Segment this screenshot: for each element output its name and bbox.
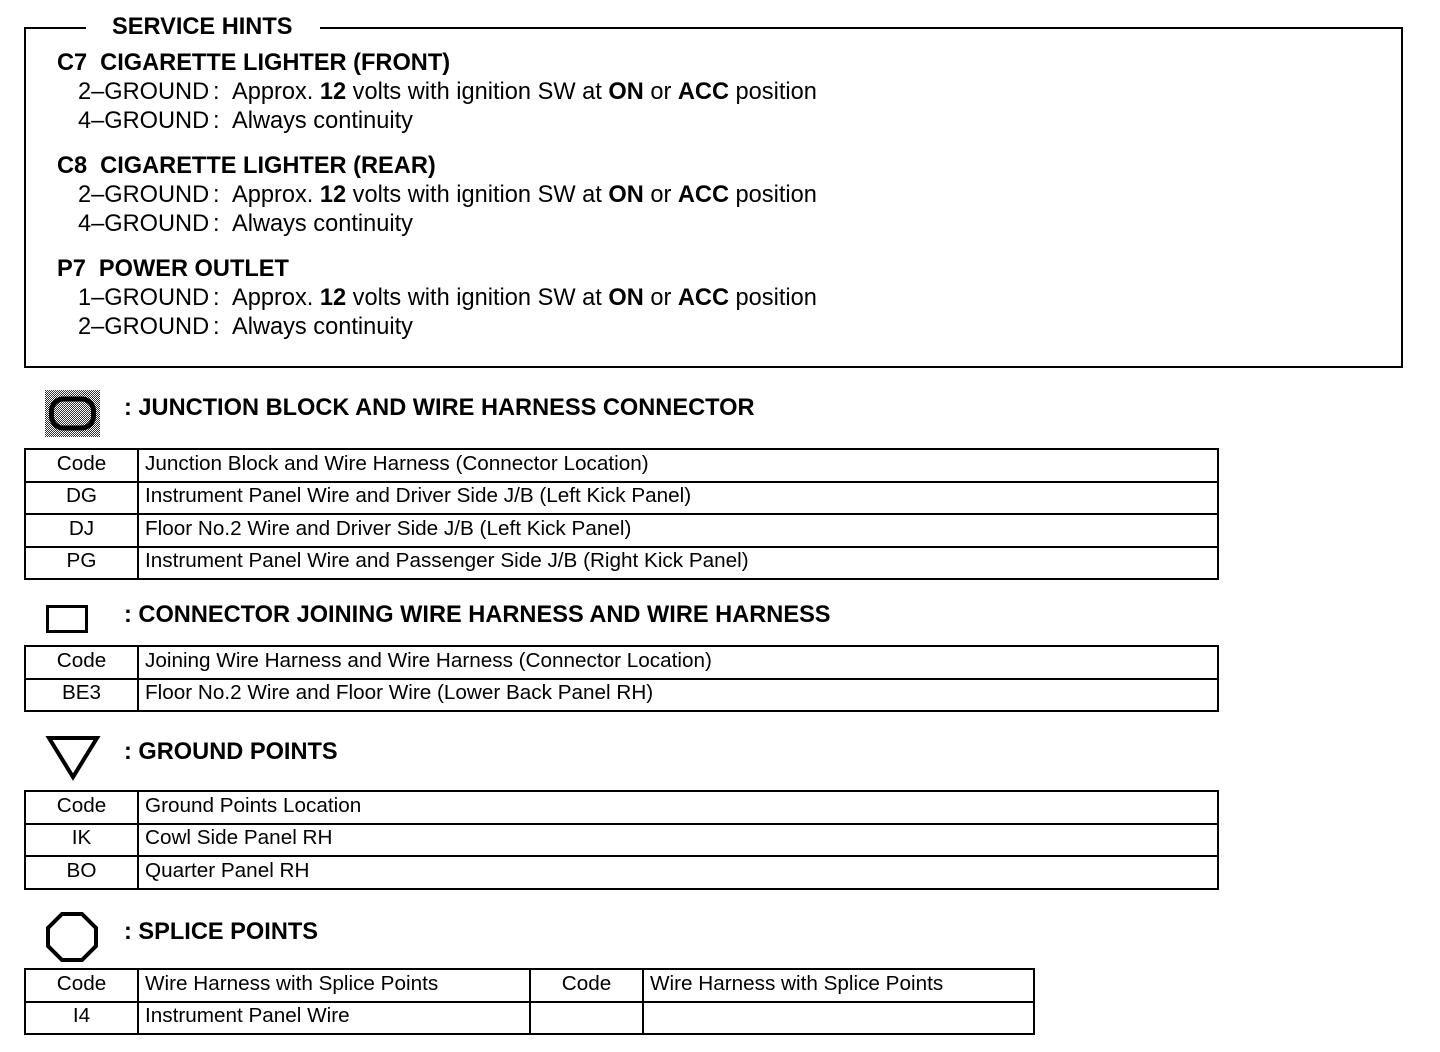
column-header-code: Code [531, 970, 642, 1001]
table-cell-description: Instrument Panel Wire and Passenger Side J/B (Right Kick Panel) [139, 548, 1217, 579]
value-text: Approx. [232, 182, 320, 208]
hint-line [57, 313, 1387, 342]
table-cell-description: Instrument Panel Wire and Driver Side J/B (Left Kick Panel) [139, 483, 1217, 514]
emphasis-text: ACC [677, 182, 729, 208]
hint-section-header [57, 254, 1387, 284]
ground-point-icon [42, 733, 104, 785]
table-cell-code: I4 [26, 1003, 137, 1034]
hint-section-header [57, 48, 1387, 78]
value-text: Always continuity [232, 314, 413, 340]
terminal-pair: 2–GROUND [78, 314, 210, 340]
terminal-pair: 2–GROUND [78, 182, 210, 208]
condition-value [232, 211, 413, 237]
service-hints-title: SERVICE HINTS [86, 13, 320, 41]
column-header-code: Code [26, 450, 137, 481]
table-cell-description: Floor No.2 Wire and Driver Side J/B (Left Kick Panel) [139, 515, 1217, 546]
separator: : [213, 108, 220, 134]
value-text: or [643, 182, 678, 208]
table-cell-description: Floor No.2 Wire and Floor Wire (Lower Back Panel RH) [139, 680, 1217, 711]
junction-block-heading: : JUNCTION BLOCK AND WIRE HARNESS CONNECTOR [124, 395, 755, 421]
table-cell-code [531, 1003, 642, 1034]
connector-name: CIGARETTE LIGHTER (REAR) [100, 153, 436, 179]
table-cell-code: DJ [26, 515, 137, 546]
terminal-pair: 4–GROUND [78, 211, 210, 237]
value-text: volts with ignition SW at [346, 285, 609, 311]
column-header-description: Joining Wire Harness and Wire Harness (Connector Location) [139, 647, 1217, 678]
separator: : [213, 79, 220, 105]
value-text: or [643, 285, 678, 311]
value-text: position [729, 285, 817, 311]
value-text: position [729, 182, 817, 208]
table-cell-description: Instrument Panel Wire [139, 1003, 529, 1034]
emphasis-text: 12 [319, 79, 347, 105]
ground-points-heading: : GROUND POINTS [124, 739, 338, 765]
table-cell-code: PG [26, 548, 137, 579]
terminal-pair: 1–GROUND [78, 285, 210, 311]
column-header-description: Ground Points Location [139, 792, 1217, 823]
emphasis-text: ON [608, 285, 644, 311]
table-cell-code: BO [26, 857, 137, 888]
hint-section [57, 48, 1387, 136]
connector-joining-table [24, 645, 1219, 712]
connector-rectangle [48, 607, 87, 632]
connector-joining-icon [44, 603, 90, 635]
table-cell-code: DG [26, 483, 137, 514]
hint-line [57, 78, 1387, 107]
value-text: or [643, 79, 678, 105]
hint-line [57, 107, 1387, 136]
connector-code: P7 [57, 256, 86, 282]
terminal-pair: 2–GROUND [78, 79, 210, 105]
value-text: volts with ignition SW at [346, 182, 609, 208]
condition-value [232, 79, 817, 105]
connector-name: POWER OUTLET [98, 256, 289, 282]
condition-value [232, 285, 817, 311]
table-cell-code: IK [26, 825, 137, 856]
ground-triangle [49, 738, 97, 777]
emphasis-text: 12 [319, 182, 347, 208]
table-cell-description: Cowl Side Panel RH [139, 825, 1217, 856]
value-text: Approx. [232, 285, 320, 311]
hint-line [57, 181, 1387, 210]
emphasis-text: ON [608, 79, 644, 105]
condition-value [232, 182, 817, 208]
separator: : [213, 314, 220, 340]
table-cell-description [644, 1003, 1033, 1034]
separator: : [213, 285, 220, 311]
emphasis-text: ACC [677, 285, 729, 311]
hint-line [57, 210, 1387, 239]
value-text: Always continuity [232, 108, 413, 134]
hint-line [57, 284, 1387, 313]
junction-block-table [24, 448, 1219, 580]
table-cell-code: BE3 [26, 680, 137, 711]
emphasis-text: 12 [319, 285, 347, 311]
table-cell-description: Quarter Panel RH [139, 857, 1217, 888]
column-header-code: Code [26, 647, 137, 678]
column-header-code: Code [26, 970, 137, 1001]
splice-points-table [24, 968, 1035, 1035]
column-header-code: Code [26, 792, 137, 823]
emphasis-text: ACC [677, 79, 729, 105]
hint-section [57, 151, 1387, 239]
junction-block-connector-icon [44, 389, 102, 439]
connector-code: C7 [57, 50, 88, 76]
condition-value [232, 108, 413, 134]
splice-octagon [48, 914, 96, 960]
ground-points-table [24, 790, 1219, 890]
value-text: volts with ignition SW at [346, 79, 609, 105]
hint-section [57, 254, 1387, 342]
column-header-description: Wire Harness with Splice Points [139, 970, 529, 1001]
column-header-description: Junction Block and Wire Harness (Connector Location) [139, 450, 1217, 481]
column-header-description: Wire Harness with Splice Points [644, 970, 1033, 1001]
emphasis-text: ON [608, 182, 644, 208]
value-text: Always continuity [232, 211, 413, 237]
value-text: position [729, 79, 817, 105]
separator: : [213, 211, 220, 237]
connector-joining-heading: : CONNECTOR JOINING WIRE HARNESS AND WIRE HARNESS [124, 602, 831, 628]
splice-point-icon [44, 910, 100, 964]
terminal-pair: 4–GROUND [78, 108, 210, 134]
hint-section-header [57, 151, 1387, 181]
condition-value [232, 314, 413, 340]
splice-points-heading: : SPLICE POINTS [124, 919, 319, 945]
service-hints-list [57, 48, 1387, 357]
value-text: Approx. [232, 79, 320, 105]
connector-name: CIGARETTE LIGHTER (FRONT) [100, 50, 451, 76]
separator: : [213, 182, 220, 208]
connector-code: C8 [57, 153, 88, 179]
